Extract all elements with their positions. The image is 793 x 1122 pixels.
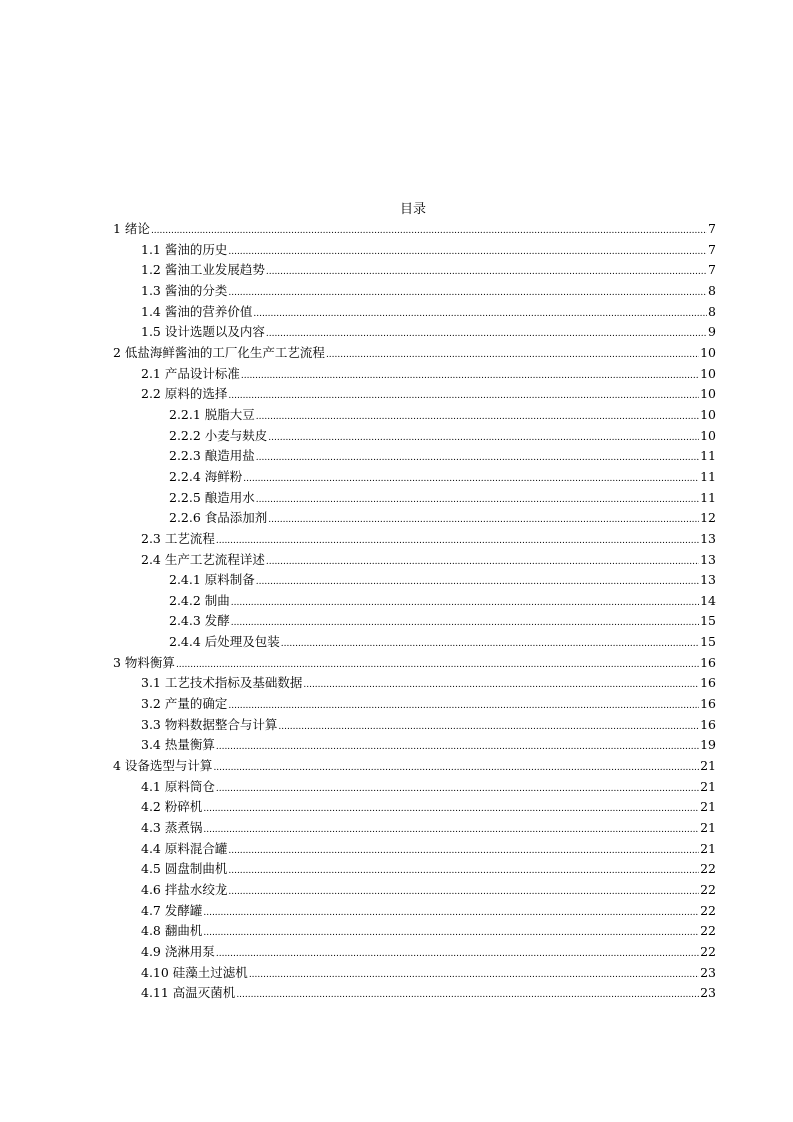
toc-entry[interactable]	[113, 694, 716, 715]
dot-leader	[228, 882, 699, 903]
dot-leader	[216, 779, 699, 800]
dot-leader	[231, 593, 699, 614]
toc-entry-page-number: 11	[700, 489, 716, 505]
dot-leader	[216, 944, 699, 965]
dot-leader	[176, 655, 699, 676]
toc-entry-title: 4.4 原料混合罐	[141, 840, 228, 856]
toc-entry-page-number: 21	[700, 778, 716, 794]
dot-leader	[203, 820, 699, 841]
toc-entry-page-number: 13	[700, 530, 716, 546]
toc-entry[interactable]	[113, 632, 716, 653]
dot-leader	[228, 861, 699, 882]
toc-entry-title: 4.2 粉碎机	[141, 799, 203, 815]
toc-entry-page-number: 22	[700, 923, 716, 939]
toc-entry[interactable]	[113, 859, 716, 880]
toc-entry-page-number: 13	[700, 551, 716, 567]
toc-entry-page-number: 10	[700, 406, 716, 422]
toc-entry[interactable]	[113, 426, 716, 447]
dot-leader	[249, 965, 699, 986]
toc-entry-page-number: 12	[700, 510, 716, 526]
dot-leader	[216, 737, 699, 758]
toc-entry-title: 2.2.1 脱脂大豆	[169, 406, 255, 422]
toc-entry-title: 1.4 酱油的营养价值	[141, 303, 253, 319]
toc-entry[interactable]	[113, 653, 716, 674]
toc-entry-page-number: 21	[700, 758, 716, 774]
dot-leader	[151, 221, 707, 242]
toc-entry[interactable]	[113, 880, 716, 901]
toc-entry-page-number: 22	[700, 943, 716, 959]
toc-entry[interactable]	[113, 963, 716, 984]
toc-entry[interactable]	[113, 818, 716, 839]
toc-entry-page-number: 11	[700, 468, 716, 484]
toc-entry[interactable]	[113, 488, 716, 509]
toc-entry-page-number: 16	[700, 696, 716, 712]
toc-entry[interactable]	[113, 343, 716, 364]
toc-entry-page-number: 14	[700, 592, 716, 608]
toc-entry-title: 3.1 工艺技术指标及基础数据	[141, 675, 303, 691]
dot-leader	[303, 675, 699, 696]
toc-entry[interactable]	[113, 508, 716, 529]
toc-entry-page-number: 7	[708, 241, 716, 257]
toc-entry-page-number: 7	[708, 262, 716, 278]
toc-entry[interactable]	[113, 219, 716, 240]
dot-leader	[256, 407, 699, 428]
toc-entry[interactable]	[113, 673, 716, 694]
toc-entry-title: 2.2.5 酿造用水	[169, 489, 255, 505]
toc-entry-title: 4.11 高温灭菌机	[141, 985, 236, 1001]
toc-entry-title: 1.1 酱油的历史	[141, 241, 228, 257]
toc-entry-title: 4.1 原料筒仓	[141, 778, 215, 794]
toc-entry-page-number: 19	[700, 737, 716, 753]
toc-entry-page-number: 22	[700, 861, 716, 877]
dot-leader	[256, 448, 699, 469]
toc-entry-title: 4.5 圆盘制曲机	[141, 861, 228, 877]
dot-leader	[266, 324, 707, 345]
dot-leader	[231, 613, 699, 634]
toc-entry-title: 3.4 热量衡算	[141, 737, 215, 753]
dot-leader	[216, 531, 699, 552]
toc-entry-title: 2.4 生产工艺流程详述	[141, 551, 265, 567]
toc-entry-title: 2.2.2 小麦与麸皮	[169, 427, 268, 443]
toc-entry-page-number: 22	[700, 902, 716, 918]
toc-entry-page-number: 16	[700, 675, 716, 691]
toc-entry-title: 2.2 原料的选择	[141, 386, 228, 402]
toc-entry[interactable]	[113, 240, 716, 261]
dot-leader	[236, 985, 699, 1006]
toc-entry[interactable]	[113, 839, 716, 860]
toc-entry-page-number: 9	[708, 324, 716, 340]
toc-entry[interactable]	[113, 921, 716, 942]
dot-leader	[266, 552, 699, 573]
dot-leader	[241, 366, 699, 387]
toc-entry[interactable]	[113, 364, 716, 385]
dot-leader	[266, 262, 707, 283]
toc-entry-page-number: 11	[700, 448, 716, 464]
toc-entry-page-number: 23	[700, 964, 716, 980]
toc-entry-title: 4.6 拌盐水绞龙	[141, 882, 228, 897]
toc-entry-title: 2.2.4 海鲜粉	[169, 468, 243, 484]
toc-entry-page-number: 10	[700, 386, 716, 402]
dot-leader	[256, 572, 699, 593]
toc-entry-title: 1.5 设计选题以及内容	[141, 324, 265, 340]
toc-entry-page-number: 10	[700, 427, 716, 443]
toc-entry[interactable]	[113, 281, 716, 302]
dot-leader	[228, 242, 707, 263]
toc-entry-page-number: 21	[700, 840, 716, 856]
dot-leader	[228, 386, 699, 407]
toc-entry-title: 4 设备选型与计算	[113, 758, 213, 774]
toc-entry-page-number: 16	[700, 654, 716, 670]
table-of-contents	[113, 219, 716, 1004]
dot-leader	[253, 304, 707, 325]
toc-entry-title: 1.2 酱油工业发展趋势	[141, 262, 265, 278]
toc-entry-title: 3 物料衡算	[113, 654, 175, 670]
toc-entry[interactable]	[113, 446, 716, 467]
toc-entry-title: 4.3 蒸煮锅	[141, 820, 203, 836]
toc-entry-page-number: 13	[700, 572, 716, 588]
dot-leader	[243, 469, 699, 490]
dot-leader	[278, 717, 699, 738]
dot-leader	[326, 345, 699, 366]
toc-entry[interactable]	[113, 735, 716, 756]
toc-entry-title: 2.2.3 酿造用盐	[169, 448, 255, 464]
toc-entry[interactable]	[113, 384, 716, 405]
toc-entry-title: 4.10 硅藻土过滤机	[141, 964, 248, 980]
dot-leader	[228, 283, 707, 304]
toc-entry-page-number: 10	[700, 344, 716, 360]
toc-entry-page-number: 15	[700, 613, 716, 629]
toc-title: 目录	[399, 202, 426, 217]
toc-entry[interactable]	[113, 529, 716, 550]
toc-entry-title: 1.3 酱油的分类	[141, 282, 228, 298]
toc-entry-title: 2.4.1 原料制备	[169, 572, 255, 588]
toc-entry-title: 2.4.3 发酵	[169, 613, 230, 629]
toc-entry-page-number: 7	[708, 221, 716, 236]
toc-entry-title: 2.1 产品设计标准	[141, 365, 240, 381]
dot-leader	[228, 696, 699, 717]
dot-leader	[281, 634, 699, 655]
toc-entry-title: 2.4.4 后处理及包装	[169, 634, 280, 650]
toc-entry-page-number: 21	[700, 820, 716, 836]
toc-entry[interactable]	[113, 550, 716, 571]
toc-entry[interactable]	[113, 797, 716, 818]
toc-entry-title: 2.3 工艺流程	[141, 530, 215, 546]
toc-entry[interactable]	[113, 570, 716, 591]
dot-leader	[228, 841, 699, 862]
toc-entry-page-number: 21	[700, 799, 716, 815]
toc-entry-page-number: 16	[700, 716, 716, 732]
toc-entry-page-number: 8	[708, 282, 716, 298]
dot-leader	[203, 799, 699, 820]
toc-entry-page-number: 22	[700, 882, 716, 897]
toc-entry[interactable]	[113, 983, 716, 1004]
toc-entry-title: 4.9 浇淋用泵	[141, 943, 215, 959]
toc-entry-page-number: 15	[700, 634, 716, 650]
toc-entry-title: 3.3 物料数据整合与计算	[141, 716, 278, 732]
toc-entry[interactable]	[113, 260, 716, 281]
dot-leader	[268, 510, 699, 531]
toc-entry-title: 2.4.2 制曲	[169, 592, 230, 608]
toc-entry-title: 3.2 产量的确定	[141, 696, 228, 712]
toc-entry-title: 4.8 翻曲机	[141, 923, 203, 939]
toc-entry[interactable]	[113, 322, 716, 343]
toc-entry-page-number: 10	[700, 365, 716, 381]
toc-entry[interactable]	[113, 942, 716, 963]
toc-entry[interactable]	[113, 591, 716, 612]
toc-entry-title: 2 低盐海鲜酱油的工厂化生产工艺流程	[113, 344, 325, 360]
toc-entry[interactable]	[113, 467, 716, 488]
toc-entry-page-number: 8	[708, 303, 716, 319]
toc-entry-title: 1 绪论	[113, 221, 150, 236]
dot-leader	[256, 490, 699, 511]
dot-leader	[203, 923, 699, 944]
toc-entry[interactable]	[113, 777, 716, 798]
dot-leader	[213, 758, 699, 779]
toc-entry[interactable]	[113, 901, 716, 922]
toc-entry[interactable]	[113, 715, 716, 736]
dot-leader	[203, 903, 699, 924]
toc-entry-page-number: 23	[700, 985, 716, 1001]
dot-leader	[268, 428, 699, 449]
toc-entry[interactable]	[113, 756, 716, 777]
toc-entry[interactable]	[113, 611, 716, 632]
toc-entry-title: 4.7 发酵罐	[141, 902, 203, 918]
toc-entry[interactable]	[113, 405, 716, 426]
toc-entry-title: 2.2.6 食品添加剂	[169, 510, 268, 526]
toc-entry[interactable]	[113, 302, 716, 323]
